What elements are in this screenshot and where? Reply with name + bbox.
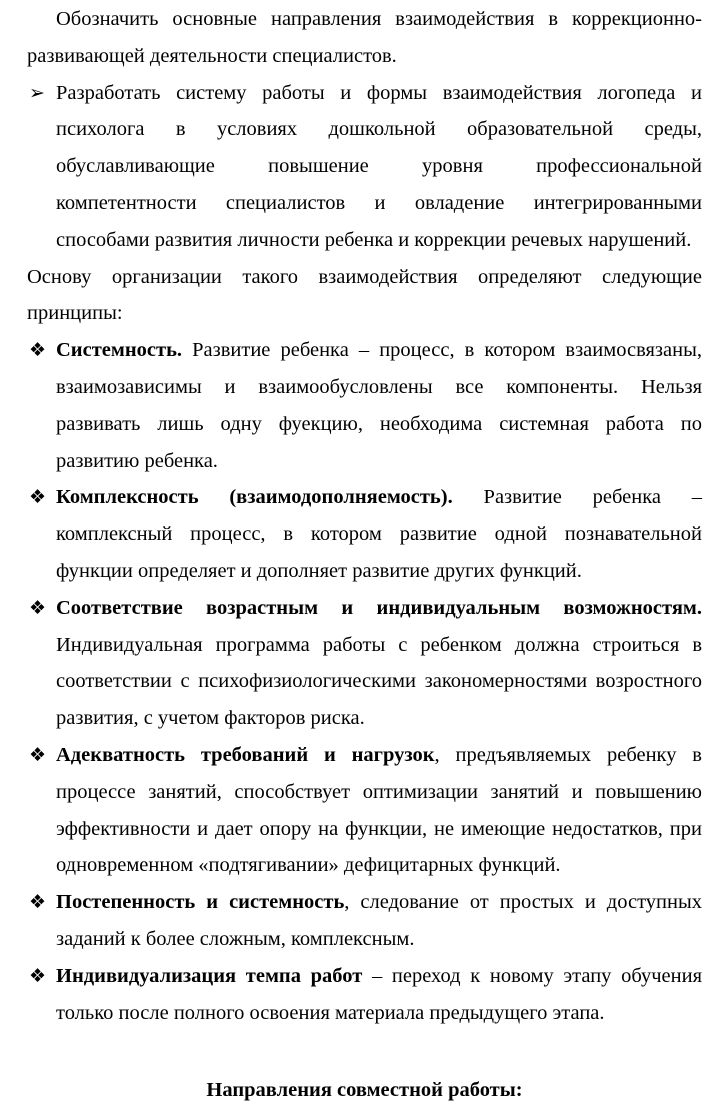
principle-title: Комплексность (взаимодополняемость). bbox=[56, 486, 453, 509]
principle-title: Соответствие возрастным и индивидуальным возможностям. bbox=[56, 596, 702, 619]
principle-body: Развитие ребенка – процесс, в котором взаимосвязаны, взаимозависимы и взаимообусловлены все компоненты. Нельзя развивать лишь одну фуекцию, необходима системная работа по развитию ребенка. bbox=[56, 339, 702, 472]
principle-text bbox=[56, 958, 702, 1032]
principle-item-5 bbox=[27, 884, 702, 958]
section-heading: Направления совместной работы: bbox=[206, 1079, 523, 1102]
document-page bbox=[27, 0, 702, 1109]
diamond-bullet-icon: ❖ bbox=[29, 339, 47, 362]
diamond-bullet-icon: ❖ bbox=[29, 743, 47, 766]
principle-text bbox=[56, 590, 702, 737]
principle-text bbox=[56, 737, 702, 884]
principle-text bbox=[56, 884, 702, 958]
principle-item-4 bbox=[27, 737, 702, 884]
principle-title: Индивидуализация темпа работ bbox=[56, 964, 363, 987]
principle-text bbox=[56, 479, 702, 589]
diamond-bullet-icon: ❖ bbox=[29, 486, 47, 509]
principle-title: Системность. bbox=[56, 339, 183, 362]
principle-title: Постепенность и системность bbox=[56, 891, 345, 914]
principle-body: Индивидуальная программа работы с ребенком должна строиться в соответствии с психофизиологическими закономерностями возростного развития, с учетом факторов риска. bbox=[56, 633, 702, 730]
principle-title: Адекватность требований и нагрузок bbox=[56, 743, 435, 766]
diamond-bullet-icon: ❖ bbox=[29, 964, 47, 987]
task-text: Разработать систему работы и формы взаимодействия логопеда и психолога в условиях дошкольной образовательной среды, обуславливающие повышение уровня профессиональной компетентности специалистов и овладение интегрированными способами развития личности ребенка и коррекции речевых нарушений. bbox=[56, 81, 702, 251]
intro-paragraph: Обозначить основные направления взаимодействия в коррекционно-развивающей деятельности специалистов. bbox=[27, 8, 702, 67]
diamond-bullet-icon: ❖ bbox=[29, 596, 47, 619]
principle-body: , следование от простых и доступных заданий к более сложным, комплексным. bbox=[56, 891, 702, 950]
principle-body: Развитие ребенка – комплексный процесс, в котором развитие одной познавательной функции определяет и дополняет развитие других функций. bbox=[56, 486, 703, 582]
principle-item-3 bbox=[27, 590, 702, 737]
arrow-bullet-icon: ➢ bbox=[29, 81, 45, 104]
principle-body: – переход к новому этапу обучения только после полного освоения материала предыдущего этапа. bbox=[56, 964, 702, 1024]
principle-item-2 bbox=[27, 479, 702, 589]
principle-item-1 bbox=[27, 332, 702, 479]
principle-item-6 bbox=[27, 958, 702, 1032]
principles-intro: Основу организации такого взаимодействия определяют следующие принципы: bbox=[27, 265, 702, 325]
principle-text bbox=[56, 332, 702, 479]
principle-body: , предъявляемых ребенку в процессе занятий, способствует оптимизации занятий и повышению эффективности и дает опору на функции, не имеющие недостатков, при одновременном «подтягивании» дефицитарных функций. bbox=[56, 743, 702, 877]
task-item bbox=[27, 75, 702, 259]
diamond-bullet-icon: ❖ bbox=[29, 891, 47, 914]
